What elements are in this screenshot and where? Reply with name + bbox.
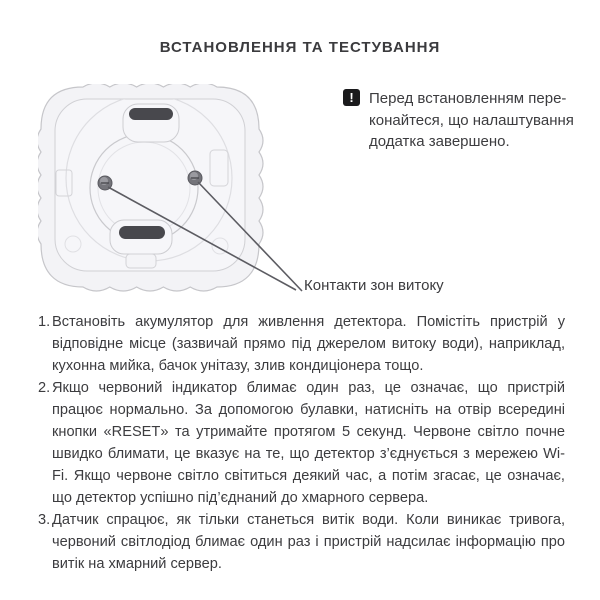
instruction-step-2 xyxy=(38,377,565,509)
instruction-list xyxy=(38,311,565,575)
exclamation-icon: ! xyxy=(343,89,360,106)
step-text: Якщо червоний індикатор блимає один раз, це означає, що пристрій працює нормально. За допомогою булавки, натисніть на отвір всередині кнопки «RESET» та утримайте протягом 5 секунд. Червоне світло почне швидко блимати, це вказує на те, що детектор з’єднується з мережею Wi-Fi. Якщо червоне світло світиться деякий час, а потім згасає, це означає, що детектор успішно під’єднаний до хмарного сервера. xyxy=(52,380,565,506)
instruction-step-1 xyxy=(38,311,565,377)
step-number: 2. xyxy=(38,380,51,396)
battery-cover-slot-top xyxy=(123,104,179,142)
warning-text: Перед встановленням пере- конайтеся, що налаштування додатка завершено. xyxy=(369,90,574,150)
leak-contacts-label: Контакти зон витоку xyxy=(304,277,444,294)
instruction-step-3 xyxy=(38,509,565,575)
step-number: 3. xyxy=(38,512,51,528)
page-title: ВСТАНОВЛЕННЯ ТА ТЕСТУВАННЯ xyxy=(159,39,441,56)
step-number: 1. xyxy=(38,314,51,330)
step-text: Датчик спрацює, як тільки станеться витік води. Коли виникає тривога, червоний світлодіод блимає один раз і пристрій надсилає інформацію про витік на хмарний сервер. xyxy=(52,512,565,572)
step-text: Встановіть акумулятор для живлення детектора. Помістіть пристрій у відповідне місце (зазвичай прямо під джерелом витоку води), наприклад, кухонна мийка, бачок унітазу, злив кондиціонера тощо. xyxy=(52,314,565,374)
warning-note xyxy=(343,88,577,153)
